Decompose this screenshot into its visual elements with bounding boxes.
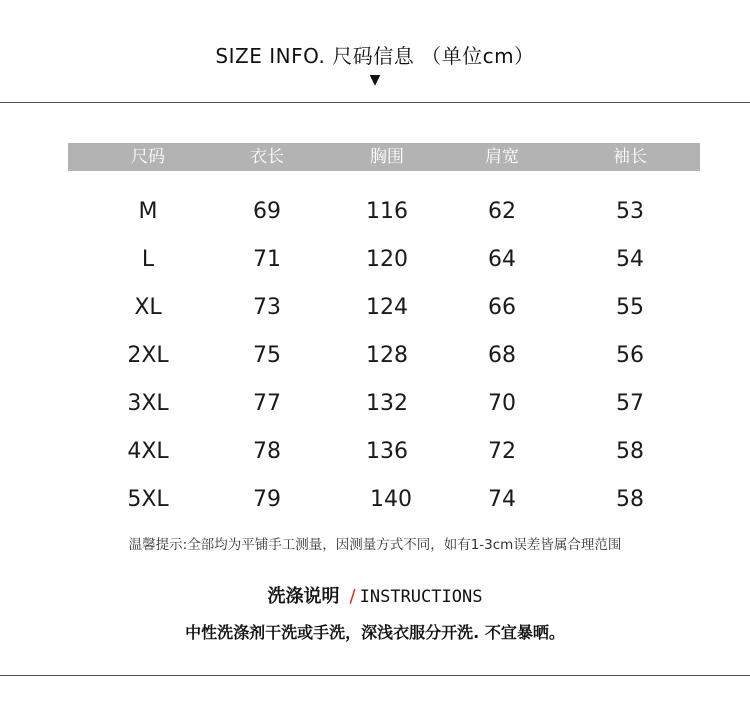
table-row [0, 293, 750, 323]
shoulder-cell: 68 [488, 343, 516, 368]
length-cell: 77 [253, 391, 281, 416]
length-cell: 71 [253, 247, 281, 272]
column-header-length: 衣长 [250, 147, 284, 167]
sleeve-cell: 54 [616, 247, 644, 272]
chest-cell: 116 [366, 199, 408, 224]
washing-title-cn: 洗涤说明 [267, 586, 340, 607]
column-header-size: 尺码 [131, 147, 165, 167]
sleeve-cell: 58 [616, 487, 644, 512]
length-cell: 79 [253, 487, 281, 512]
washing-instructions-title [0, 582, 750, 608]
washing-instructions-text: 中性洗涤剂干洗或手洗，深浅衣服分开洗. 不宜暴晒。 [185, 623, 565, 642]
washing-title-en: INSTRUCTIONS [359, 587, 483, 607]
table-row [0, 197, 750, 227]
chest-cell: 124 [366, 295, 408, 320]
table-row [0, 389, 750, 419]
shoulder-cell: 70 [488, 391, 516, 416]
size-cell: L [141, 247, 155, 272]
shoulder-cell: 74 [488, 487, 516, 512]
chest-cell: 140 [370, 487, 412, 512]
sleeve-cell: 57 [616, 391, 644, 416]
column-header-shoulder: 肩宽 [485, 147, 519, 167]
size-cell: XL [134, 295, 162, 320]
top-divider [0, 102, 750, 103]
column-header-sleeve: 袖长 [613, 147, 647, 167]
sleeve-cell: 56 [616, 343, 644, 368]
column-header-chest: 胸围 [370, 147, 404, 167]
length-cell: 75 [253, 343, 281, 368]
shoulder-cell: 72 [488, 439, 516, 464]
table-row [0, 245, 750, 275]
shoulder-cell: 64 [488, 247, 516, 272]
size-table-header [68, 143, 700, 171]
sleeve-cell: 58 [616, 439, 644, 464]
length-cell: 69 [253, 199, 281, 224]
sleeve-cell: 55 [616, 295, 644, 320]
size-cell: 2XL [127, 343, 169, 368]
chest-cell: 128 [366, 343, 408, 368]
size-cell: 4XL [127, 439, 169, 464]
table-row [0, 485, 750, 515]
size-info-title: SIZE INFO. 尺码信息 （单位cm） [215, 44, 535, 68]
title-slash: / [349, 586, 356, 607]
length-cell: 78 [253, 439, 281, 464]
size-cell: 5XL [127, 487, 169, 512]
chest-cell: 136 [366, 439, 408, 464]
bottom-divider [0, 675, 750, 676]
chest-cell: 132 [366, 391, 408, 416]
sleeve-cell: 53 [616, 199, 644, 224]
measurement-tip: 温馨提示:全部均为平铺手工测量，因测量方式不同，如有1-3cm误差皆属合理范围 [128, 537, 622, 553]
shoulder-cell: 66 [488, 295, 516, 320]
length-cell: 73 [253, 295, 281, 320]
chest-cell: 120 [366, 247, 408, 272]
shoulder-cell: 62 [488, 199, 516, 224]
size-cell: M [138, 199, 158, 224]
table-row [0, 341, 750, 371]
down-arrow-icon: ▼ [369, 72, 381, 88]
table-row [0, 437, 750, 467]
size-cell: 3XL [127, 391, 169, 416]
